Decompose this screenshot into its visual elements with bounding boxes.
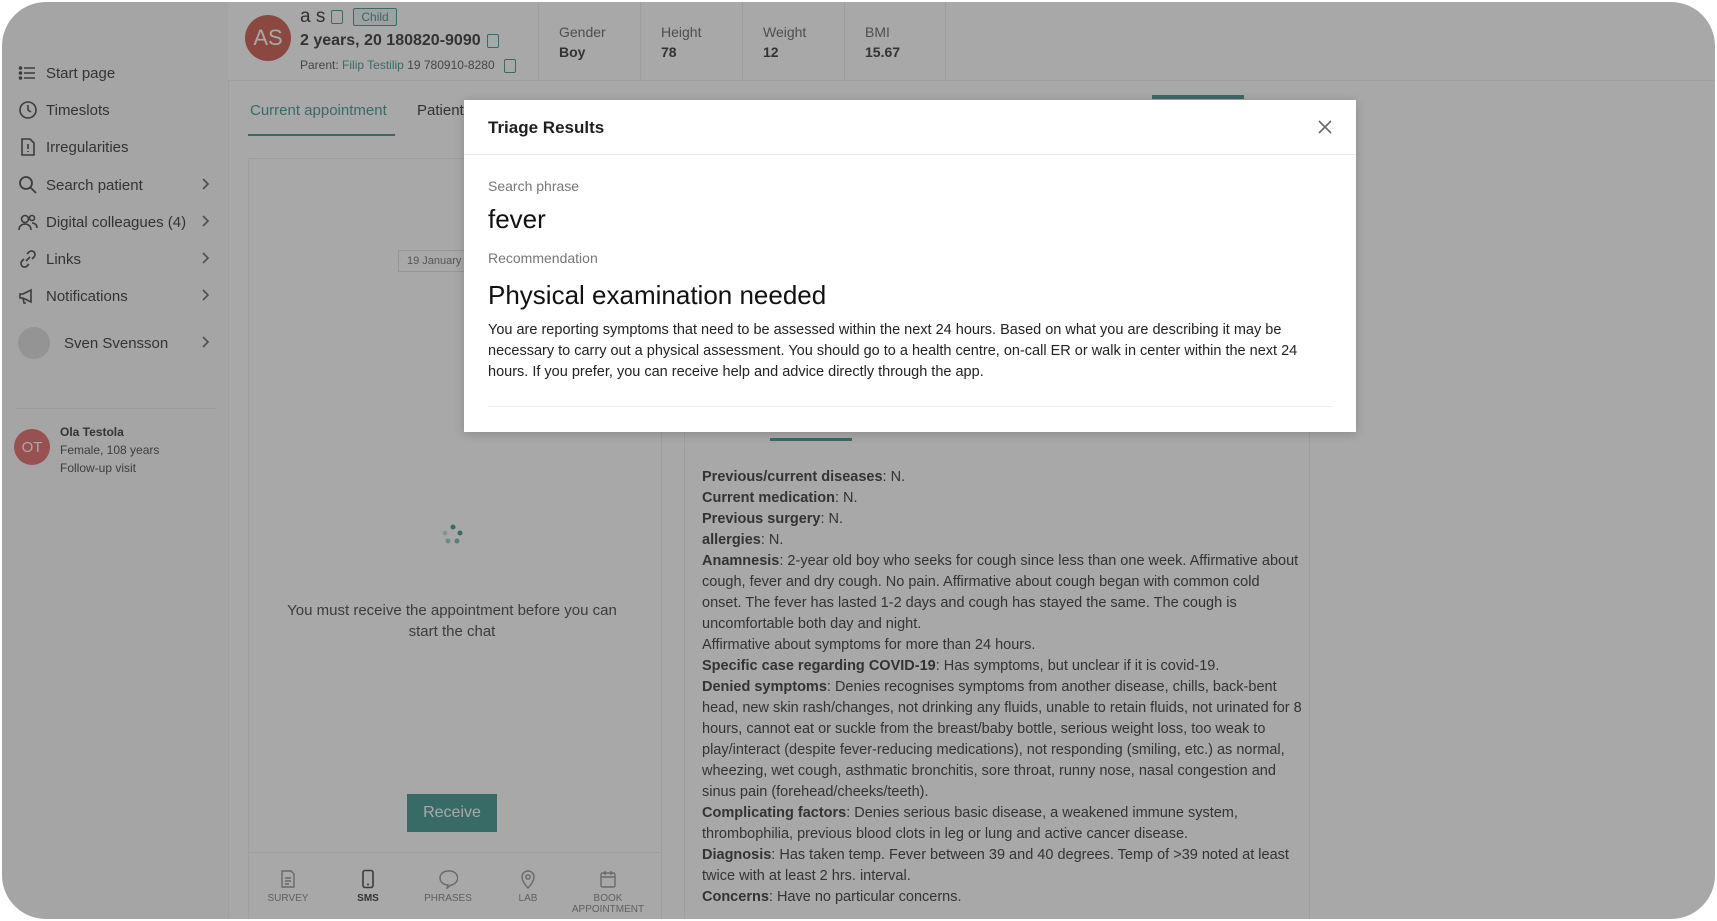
tab-patient[interactable]: Patient (417, 102, 464, 119)
bottom-nav-label: SURVEY (267, 893, 309, 904)
patient-name: Ola Testola (60, 425, 124, 439)
stat-label: Weight (763, 24, 807, 40)
modal-title: Triage Results (488, 118, 605, 137)
journal-key: Previous surgery (702, 511, 821, 527)
stat-value: 12 (763, 44, 779, 60)
journal-text: Affirmative about symptoms for more than 24 hours. (702, 637, 1036, 653)
bottom-nav-label: BOOK APPOINTMENT (571, 893, 645, 915)
stat-value: Boy (559, 44, 586, 60)
sidebar-item-label: Irregularities (46, 138, 129, 156)
stat-value: 15.67 (865, 44, 901, 60)
app-window (2, 2, 1715, 919)
sidebar-item-label: Notifications (46, 287, 128, 305)
patient-avatar: AS (245, 15, 291, 61)
journal-key: Anamnesis (702, 553, 780, 569)
sidebar-item-label: Links (46, 250, 82, 268)
journal-text: : Denies recognises symptoms from another disease, chills, back-bent head, new skin rash/changes, not drinking any fluids, unable to retain fluids, not urinated for 8 hours, cannot eat or suckle from the breast/baby bottle, serious weight loss, too weak to play/interact (despite fever-reducing medications), not responding (smiling, etc.) as normal, wheezing, wet cough, asthmatic bronchitis, sore throat, runny nose, nasal congestion and sinus pain (forehead/cheeks/teeth). (702, 679, 1302, 800)
parent-id: 19 780910-8280 (407, 58, 495, 72)
patient-name: a s (300, 6, 326, 27)
patient-details: Female, 108 years (60, 443, 160, 457)
patient-avatar: OT (14, 429, 50, 465)
parent-label: Parent: (300, 58, 339, 72)
patient-age-id-text: 2 years, 20 180820-9090 (300, 32, 481, 49)
modal-divider (488, 406, 1332, 407)
chat-locked-message: You must receive the appointment before you can start the chat (287, 602, 617, 640)
sidebar-item-label: Digital colleagues (4) (46, 213, 187, 231)
journal-text: : N. (882, 469, 906, 485)
modal-header (464, 100, 1356, 155)
journal-text: : N. (760, 532, 784, 548)
date-chip: 19 January (398, 250, 470, 272)
search-phrase-label: Search phrase (488, 178, 580, 194)
sidebar-item-label: Search patient (46, 176, 143, 194)
receive-button[interactable]: Receive (407, 794, 497, 832)
journal-text: : N. (834, 490, 858, 506)
bottom-nav-label: SMS (357, 893, 379, 904)
stat-label: Height (661, 24, 702, 40)
journal-key: Previous/current diseases (702, 469, 883, 485)
journal-text: : N. (820, 511, 844, 527)
bottom-nav-label: PHRASES (424, 893, 472, 904)
journal-key: Specific case regarding COVID-19 (702, 658, 936, 674)
journal-key: Complicating factors (702, 805, 847, 821)
parent-name-link[interactable]: Filip Testilip (342, 58, 404, 72)
search-phrase-value: fever (488, 204, 546, 234)
child-badge: Child (353, 8, 396, 26)
recommendation-description: You are reporting symptoms that need to be assessed within the next 24 hours. Based on what you are describing it may be necessary to carry out a physical assessment. You should go to a health centre, on-call ER or walk in center within the next 24 hours. If you prefer, you can receive help and advice directly through the app. (488, 322, 1298, 380)
journal-text: : Has symptoms, but unclear if it is covid-19. (935, 658, 1220, 674)
tab-current-appointment[interactable]: Current appointment (250, 102, 387, 119)
triage-results-modal (464, 100, 1356, 432)
sidebar-item-label: Start page (46, 64, 116, 82)
journal-text: : Has taken temp. Fever between 39 and 40 degrees. Temp of >39 noted at least twice with at least 2 hrs. interval. (702, 847, 1289, 884)
recommendation-label: Recommendation (488, 250, 598, 266)
user-name: Sven Svensson (64, 334, 169, 352)
recommendation-value: Physical examination needed (488, 280, 827, 310)
journal-text: : Denies serious basic disease, a weakened immune system, thrombophilia, previous blood clots in leg or lung and active cancer disease. (702, 805, 1238, 842)
journal-text: : 2-year old boy who seeks for cough since less than one week. Affirmative about cough, fever and dry cough. No pain. Affirmative about cough began with common cold onset. The fever has lasted 1-2 days and cough has stayed the same. The cough is uncomfortable both day and night. (702, 553, 1299, 632)
sidebar-item-label: Timeslots (46, 101, 110, 119)
journal-key: allergies (702, 532, 761, 548)
journal-key: Denied symptoms (702, 679, 827, 695)
journal-key: Current medication (702, 490, 835, 506)
bottom-nav-label: LAB (518, 893, 538, 904)
journal-text: : Have no particular concerns. (768, 889, 962, 905)
stat-label: BMI (865, 24, 890, 40)
patient-visit-type: Follow-up visit (60, 461, 137, 475)
close-icon[interactable] (1316, 118, 1334, 136)
stat-value: 78 (661, 44, 677, 60)
journal-key: Diagnosis (702, 847, 772, 863)
journal-key: Concerns (702, 889, 769, 905)
stat-label: Gender (559, 24, 606, 40)
